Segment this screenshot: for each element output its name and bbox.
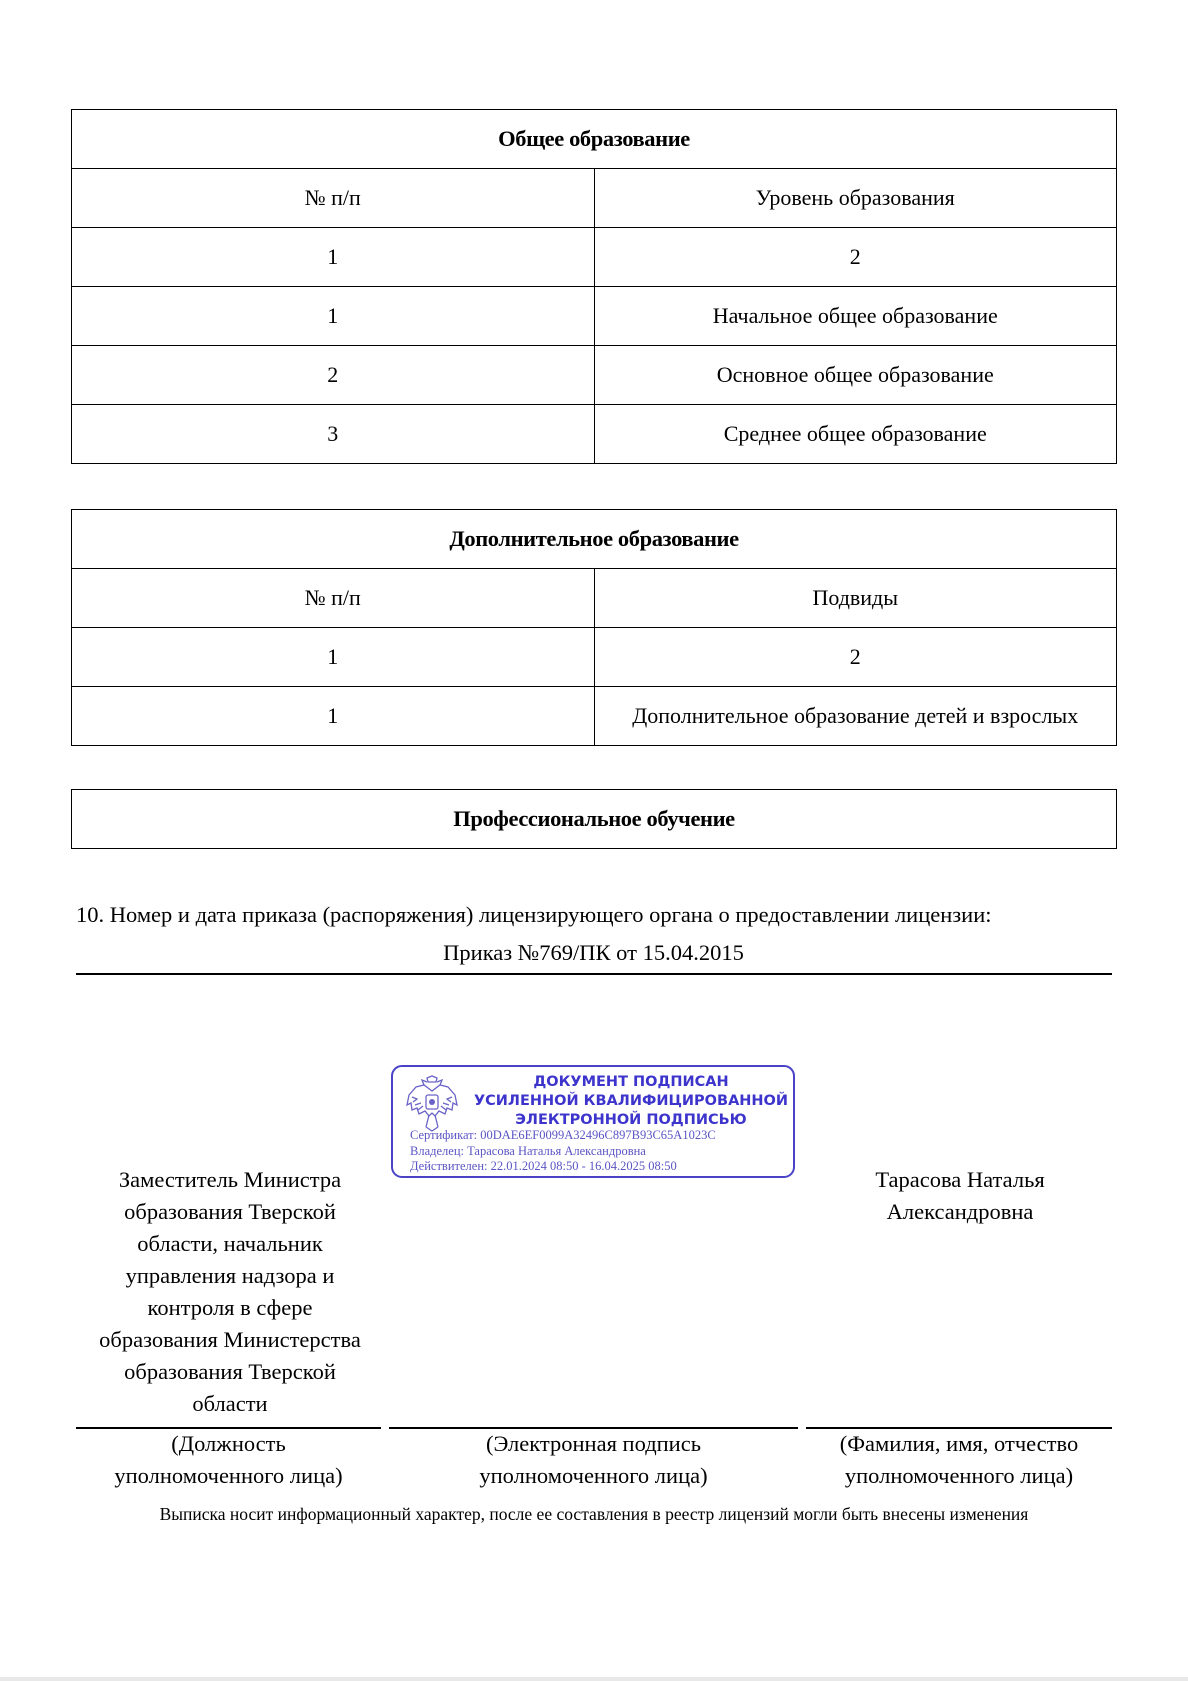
stamp-certificate: Сертификат: 00DAE6EF0099A32496C897B93C65A1023C	[410, 1128, 716, 1142]
position-line: контроля в сфере	[147, 1295, 313, 1320]
row-number: 3	[72, 405, 595, 464]
stamp-validity: Действителен: 22.01.2024 08:50 - 16.04.2025 08:50	[410, 1159, 677, 1173]
caption-line: уполномоченного лица)	[114, 1463, 343, 1488]
caption-line: уполномоченного лица)	[844, 1463, 1074, 1488]
caption-line: (Фамилия, имя, отчество	[839, 1431, 1079, 1456]
table-title-row	[72, 510, 1117, 569]
position-line: образования Министерства	[99, 1327, 361, 1352]
row-value: Основное общее образование	[594, 346, 1117, 405]
name-caption	[806, 1428, 1112, 1492]
row-value: Дополнительное образование детей и взрослых	[594, 687, 1117, 746]
column-header-number: № п/п	[72, 569, 595, 628]
column-header-subtypes: Подвиды	[594, 569, 1117, 628]
caption-line: (Электронная подпись	[486, 1431, 701, 1456]
double-headed-eagle-icon	[403, 1075, 461, 1133]
professional-training-table	[71, 789, 1117, 849]
table-title-row	[72, 110, 1117, 169]
professional-training-title: Профессиональное обучение	[72, 790, 1117, 849]
table-row	[72, 405, 1117, 464]
column-header-level: Уровень образования	[594, 169, 1117, 228]
order-label: 10. Номер и дата приказа (распоряжения) лицензирующего органа о предоставлении лицензии:	[76, 902, 992, 927]
row-number: 1	[72, 228, 595, 287]
row-value: 2	[594, 628, 1117, 687]
stamp-title-line: ЭЛЕКТРОННОЙ ПОДПИСЬЮ	[515, 1112, 747, 1128]
signatory-name	[840, 1164, 1080, 1228]
table-row	[72, 346, 1117, 405]
stamp-title-line: УСИЛЕННОЙ КВАЛИФИЦИРОВАННОЙ	[473, 1093, 789, 1109]
stamp-title-line: ДОКУМЕНТ ПОДПИСАН	[533, 1074, 729, 1090]
name-line: Александровна	[886, 1199, 1034, 1224]
row-value: Среднее общее образование	[594, 405, 1117, 464]
caption-line: уполномоченного лица)	[479, 1463, 708, 1488]
position-line: Заместитель Министра	[118, 1167, 342, 1192]
table-row	[72, 628, 1117, 687]
stamp-owner: Владелец: Тарасова Наталья Александровна	[410, 1143, 646, 1158]
stamp-details	[410, 1128, 790, 1175]
position-line: области, начальник	[137, 1231, 323, 1256]
position-line: управления надзора и	[125, 1263, 335, 1288]
row-value: 2	[594, 228, 1117, 287]
order-underline	[76, 973, 1112, 975]
row-number: 1	[72, 687, 595, 746]
stamp-title	[471, 1073, 791, 1130]
position-line: образования Тверской	[124, 1199, 336, 1224]
footnote: Выписка носит информационный характер, после ее составления в реестр лицензий могли быть внесены изменения	[159, 1504, 1029, 1524]
additional-education-table	[71, 509, 1117, 746]
row-value: Начальное общее образование	[594, 287, 1117, 346]
additional-education-title: Дополнительное образование	[72, 510, 1117, 569]
table-row	[72, 687, 1117, 746]
table-title-row	[72, 790, 1117, 849]
general-education-table	[71, 109, 1117, 464]
table-header-row	[72, 569, 1117, 628]
order-value: Приказ №769/ПК от 15.04.2015	[443, 940, 744, 965]
name-line: Тарасова Наталья	[875, 1167, 1045, 1192]
table-row	[72, 228, 1117, 287]
row-number: 1	[72, 628, 595, 687]
signature-caption	[389, 1428, 798, 1492]
caption-line: (Должность	[171, 1431, 286, 1456]
page-bottom-edge	[0, 1677, 1188, 1681]
general-education-title: Общее образование	[72, 110, 1117, 169]
column-header-number: № п/п	[72, 169, 595, 228]
signatory-position	[80, 1164, 380, 1420]
position-caption	[76, 1428, 381, 1492]
position-line: образования Тверской	[124, 1359, 336, 1384]
table-row	[72, 287, 1117, 346]
row-number: 1	[72, 287, 595, 346]
position-line: области	[192, 1391, 268, 1416]
electronic-signature-stamp	[391, 1065, 795, 1178]
table-header-row	[72, 169, 1117, 228]
row-number: 2	[72, 346, 595, 405]
